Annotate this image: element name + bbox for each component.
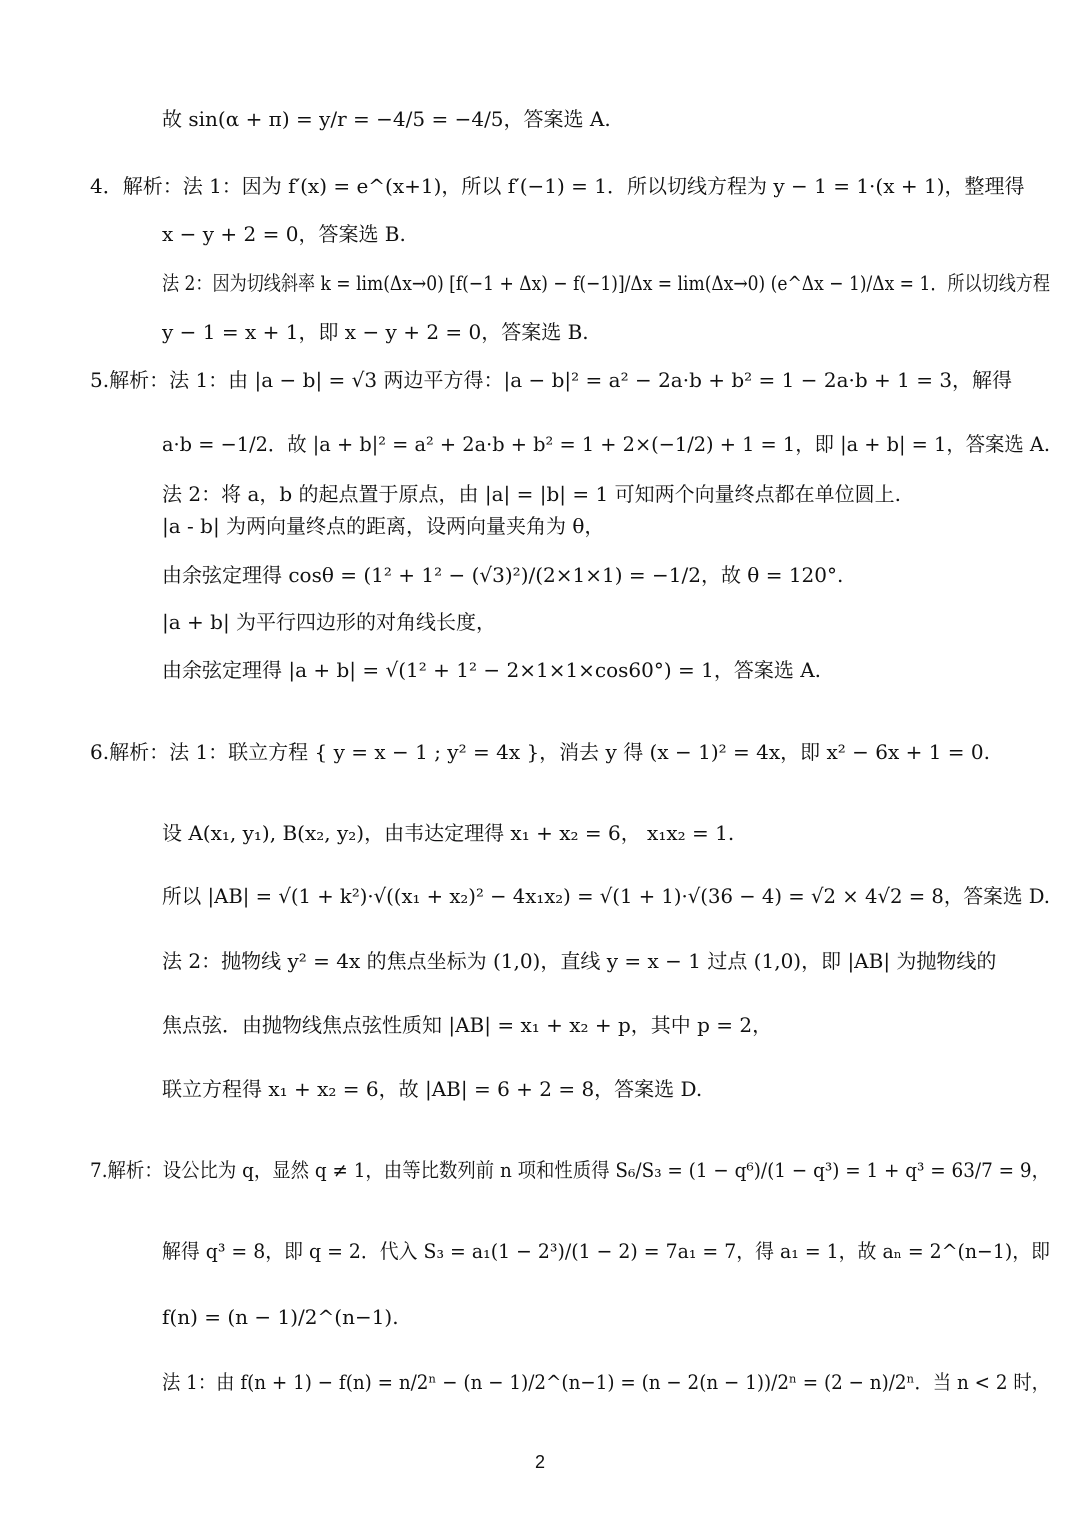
solution-3-conclusion: 故 sin(α + π) = y/r = −4/5 = −4/5，答案选 A.	[162, 107, 611, 131]
solution-5-method-2: 法 2：将 a，b 的起点置于原点，由 |a| = |b| = 1 可知两个向量终点都在单位圆上.	[162, 482, 901, 506]
solution-4-method-1: 4．解析：法 1：因为 f′(x) = e^(x+1)，所以 f′(−1) = 1．所以切线方程为 y − 1 = 1·(x + 1)，整理得	[90, 174, 1025, 198]
solution-5-method-1-result: a·b = −1/2．故 |a + b|² = a² + 2a·b + b² = 1 + 2×(−1/2) + 1 = 1，即 |a + b| = 1，答案选 A.	[162, 432, 1050, 456]
solution-5-distance-note: |a - b| 为两向量终点的距离，设两向量夹角为 θ，	[162, 514, 605, 538]
solution-5-cosine-law: 由余弦定理得 cosθ = (1² + 1² − (√3)²)/(2×1×1) = −1/2，故 θ = 120°.	[162, 563, 844, 587]
solution-5-method-1: 5.解析：法 1：由 |a − b| = √3 两边平方得：|a − b|² = a² − 2a·b + b² = 1 − 2a·b + 1 = 3，解得	[90, 368, 1013, 392]
solution-7-ratio: 7.解析：设公比为 q，显然 q ≠ 1，由等比数列前 n 项和性质得 S₆/S₃ = (1 − q⁶)/(1 − q³) = 1 + q³ = 63/7 = 9，	[90, 1158, 1050, 1182]
solution-6-vieta: 设 A(x₁, y₁), B(x₂, y₂)，由韦达定理得 x₁ + x₂ = 6， x₁x₂ = 1.	[162, 821, 735, 845]
solution-4-method-2: 法 2：因为切线斜率 k = lim(Δx→0) [f(−1 + Δx) − f(−1)]/Δx = lim(Δx→0) (e^Δx − 1)/Δx = 1．所以切线方程	[162, 271, 1050, 295]
solution-6-method-2-result: 联立方程得 x₁ + x₂ = 6，故 |AB| = 6 + 2 = 8，答案选 D.	[162, 1077, 703, 1101]
solution-6-focal-chord: 焦点弦．由抛物线焦点弦性质知 |AB| = x₁ + x₂ + p，其中 p = 2，	[162, 1013, 773, 1037]
solution-6-method-2: 法 2：抛物线 y² = 4x 的焦点坐标为 (1,0)，直线 y = x − 1 过点 (1,0)，即 |AB| 为抛物线的	[162, 949, 997, 973]
solution-5-method-2-result: 由余弦定理得 |a + b| = √(1² + 1² − 2×1×1×cos60°) = 1，答案选 A.	[162, 658, 822, 682]
solution-7-function: f(n) = (n − 1)/2^(n−1).	[162, 1305, 399, 1329]
solution-7-method-1: 法 1：由 f(n + 1) − f(n) = n/2ⁿ − (n − 1)/2^(n−1) = (n − 2(n − 1))/2ⁿ = (2 − n)/2ⁿ．当 n < 2 时，	[162, 1370, 1050, 1394]
solution-4-method-1-result: x − y + 2 = 0，答案选 B.	[162, 222, 406, 246]
solution-7-first-term: 解得 q³ = 8，即 q = 2．代入 S₃ = a₁(1 − 2³)/(1 − 2) = 7a₁ = 7，得 a₁ = 1，故 aₙ = 2^(n−1)，即	[162, 1239, 1050, 1263]
page-number: 2	[534, 1452, 545, 1472]
solution-6-method-1: 6.解析：法 1：联立方程 { y = x − 1 ; y² = 4x }，消去 y 得 (x − 1)² = 4x，即 x² − 6x + 1 = 0.	[90, 740, 991, 764]
solution-6-chord-length: 所以 |AB| = √(1 + k²)·√((x₁ + x₂)² − 4x₁x₂) = √(1 + 1)·√(36 − 4) = √2 × 4√2 = 8，答案选 D.	[162, 884, 1050, 908]
solution-5-diagonal-note: |a + b| 为平行四边形的对角线长度，	[162, 610, 497, 634]
solution-4-method-2-result: y − 1 = x + 1，即 x − y + 2 = 0，答案选 B.	[162, 320, 589, 344]
